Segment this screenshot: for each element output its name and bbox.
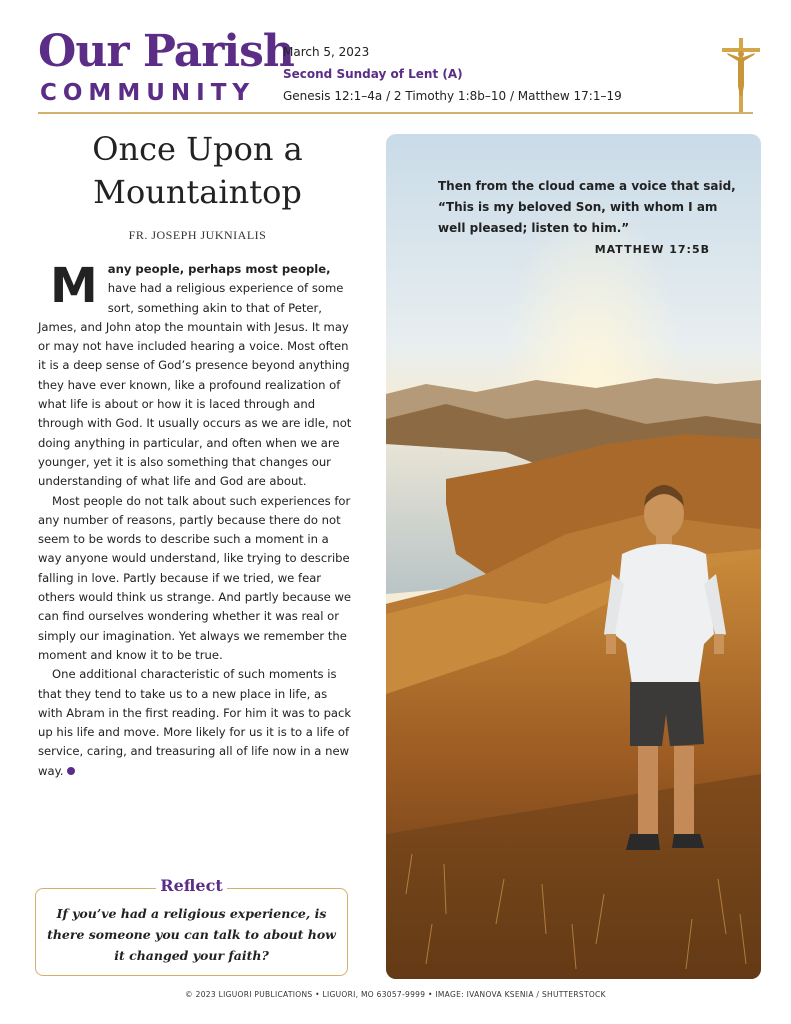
crucifix-icon: [718, 36, 764, 116]
masthead-divider: [38, 112, 753, 114]
article-title-line1: Once Upon a: [92, 130, 303, 168]
scripture-readings: Genesis 12:1–4a / 2 Timothy 1:8b–10 / Matthew 17:1–19: [283, 89, 622, 103]
reflect-heading: [36, 876, 347, 895]
publication-title: Our Parish: [38, 26, 294, 77]
article-title: [40, 128, 355, 214]
issue-info: [283, 41, 622, 107]
hillside-photo: [386, 134, 761, 979]
liturgical-day: Second Sunday of Lent (A): [283, 67, 463, 81]
lead-in: any people, perhaps most people,: [107, 262, 331, 276]
article-paragraph: [38, 665, 354, 781]
article-paragraph: Most people do not talk about such experiences for any number of reasons, partly because there do not seem to be words to describe such a moment in a way anyone would understand, like trying to describe falling in love. Partly because if we tried, we fear others would think us strange. And partly because we can find ourselves wondering whether it was real or simply our imagination. Yet always we remember the moment and know it to be true.: [38, 493, 352, 662]
paragraph-1-text: have had a religious experience of some sort, something akin to that of Peter, James, and John atop the mountain with Jesus. It may or may not have included hearing a voice. Most often it is a deep sense of God’s presence beyond anything they have ever known, like a profound realization of what life is about or how it is laced through and through with God. It usually occurs as we are idle, not doing anything in particular, and often when we are younger, yet it is also something that changes our understanding of what life and God are about.: [38, 281, 352, 489]
publication-subtitle: COMMUNITY: [40, 80, 256, 106]
paragraph-3-text: One additional characteristic of such moments is that they tend to take us to a new place in life, as with Abram in the first reading. For him it was to pack up his life and move. More likely for us it is to a life of service, caring, and treasuring all of life now in a new way.: [38, 667, 352, 778]
copyright-footer: © 2023 LIGUORI PUBLICATIONS • LIGUORI, MO 63057-9999 • IMAGE: IVANOVA KSENIA / SHUTTERSTOCK: [185, 990, 606, 999]
article-body: [38, 260, 354, 781]
issue-date: March 5, 2023: [283, 45, 370, 59]
article-paragraph: [38, 260, 354, 492]
end-mark-icon: [67, 767, 75, 775]
scripture-quote-source: MATTHEW 17:5B: [594, 243, 710, 256]
article-title-line2: Mountaintop: [93, 173, 302, 211]
reflect-question: If you’ve had a religious experience, is there someone you can talk to about how it changed your faith?: [47, 906, 336, 963]
scripture-quote: Then from the cloud came a voice that said, “This is my beloved Son, with whom I am well pleased; listen to him.”: [438, 179, 736, 235]
reflect-box: [35, 876, 348, 976]
drop-cap: M: [50, 258, 98, 314]
reflect-heading-text: Reflect: [156, 876, 226, 895]
landscape-illustration: [386, 134, 761, 979]
article-byline: FR. JOSEPH JUKNIALIS: [128, 228, 267, 242]
